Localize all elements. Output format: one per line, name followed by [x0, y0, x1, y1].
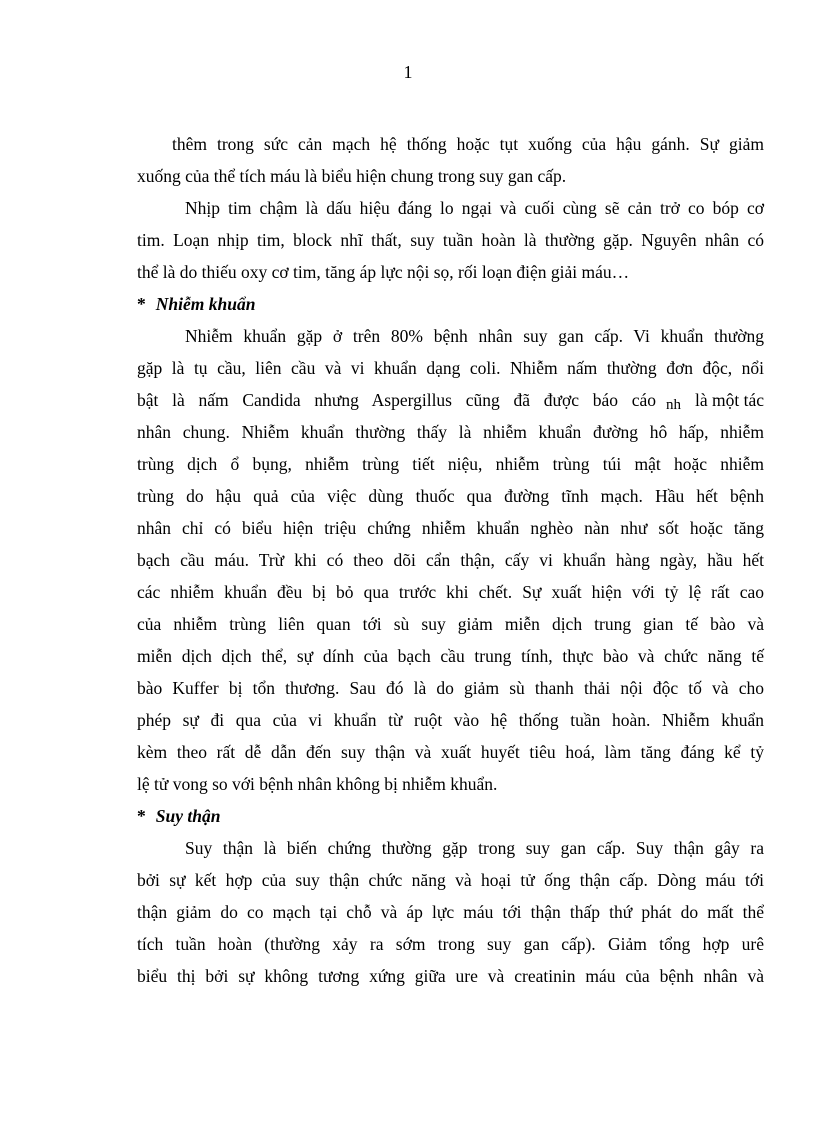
text-line: Suy thận là biến chứng thường gặp trong suy gan cấp. Suy thận gây ra: [185, 838, 764, 858]
text-line: gặp là tụ cầu, liên cầu và vi khuẩn dạng coli. Nhiễm nấm thường đơn độc, nổi: [137, 358, 764, 378]
text-line: các nhiễm khuẩn đều bị bỏ qua trước khi chết. Sự xuất hiện với tỷ lệ rất cao: [137, 582, 764, 602]
text-line: trùng dịch ổ bụng, nhiễm trùng tiết niệu, nhiễm trùng túi mật hoặc nhiễm: [137, 454, 764, 474]
text-line: kèm theo rất dễ dẫn đến suy thận và xuất huyết tiêu hoá, làm tăng đáng kể tỷ: [137, 742, 764, 762]
text-line: bởi sự kết hợp của suy thận chức năng và hoại tử ống thận cấp. Dòng máu tới: [137, 870, 764, 890]
text-line: Nhịp tim chậm là dấu hiệu đáng lo ngại và cuối cùng sẽ cản trở co bóp cơ: [185, 198, 764, 218]
text-line: thêm trong sức cản mạch hệ thống hoặc tụt xuống của hậu gánh. Sự giảm: [172, 134, 764, 154]
text-segment: là một tác: [694, 390, 764, 410]
text-line: tích tuần hoàn (thường xảy ra sớm trong suy gan cấp). Giảm tổng hợp urê: [137, 934, 764, 954]
text-line: tim. Loạn nhịp tim, block nhĩ thất, suy tuần hoàn là thường gặp. Nguyên nhân có: [137, 230, 764, 250]
text-line: nhân chỉ có biểu hiện triệu chứng nhiễm khuẩn nghèo nàn như sốt hoặc tăng: [137, 518, 764, 538]
bullet-star: *: [137, 294, 146, 314]
section-heading-text: Nhiễm khuẩn: [155, 294, 256, 314]
section-heading-infection: [137, 292, 255, 316]
text-line: trùng do hậu quả của việc dùng thuốc qua đường tĩnh mạch. Hầu hết bệnh: [137, 486, 764, 506]
text-line: miễn dịch dịch thể, sự dính của bạch cầu trung tính, thực bào và chức năng tế: [137, 646, 764, 666]
text-line: Nhiễm khuẩn gặp ở trên 80% bệnh nhân suy gan cấp. Vi khuẩn thường: [185, 326, 764, 346]
text-line: nhân chung. Nhiễm khuẩn thường thấy là nhiễm khuẩn đường hô hấp, nhiễm: [137, 422, 764, 442]
section-heading-kidney-failure: [137, 804, 220, 828]
text-line: lệ tử vong so với bệnh nhân không bị nhiễm khuẩn.: [137, 774, 498, 794]
page-number: 1: [403, 62, 413, 82]
text-segment: bật là nấm Candida nhưng Aspergillus cũng đã được báo cáo: [137, 390, 656, 410]
text-line: bạch cầu máu. Trừ khi có theo dõi cẩn thận, cấy vi khuẩn hàng ngày, hầu hết: [137, 550, 764, 570]
text-line: xuống của thể tích máu là biểu hiện chung trong suy gan cấp.: [137, 166, 567, 186]
text-line: biểu thị bởi sự không tương xứng giữa ure và creatinin máu của bệnh nhân và: [137, 966, 764, 986]
text-line: phép sự đi qua của vi khuẩn từ ruột vào hệ thống tuần hoàn. Nhiễm khuẩn: [137, 710, 764, 730]
text-line: thận giảm do co mạch tại chỗ và áp lực máu tới thận thấp thứ phát do mất thể: [137, 902, 764, 922]
text-line: của nhiễm trùng liên quan tới sù suy giảm miễn dịch trung gian tế bào và: [137, 614, 764, 634]
footnote-mark: nh: [665, 397, 681, 413]
bullet-star: *: [137, 806, 146, 826]
text-line: bào Kuffer bị tổn thương. Sau đó là do giảm sù thanh thải nội độc tố và cho: [137, 678, 764, 698]
section-heading-text: Suy thận: [155, 806, 221, 826]
text-line: [137, 388, 764, 412]
text-line: thể là do thiếu oxy cơ tim, tăng áp lực nội sọ, rối loạn điện giải máu…: [137, 262, 630, 282]
